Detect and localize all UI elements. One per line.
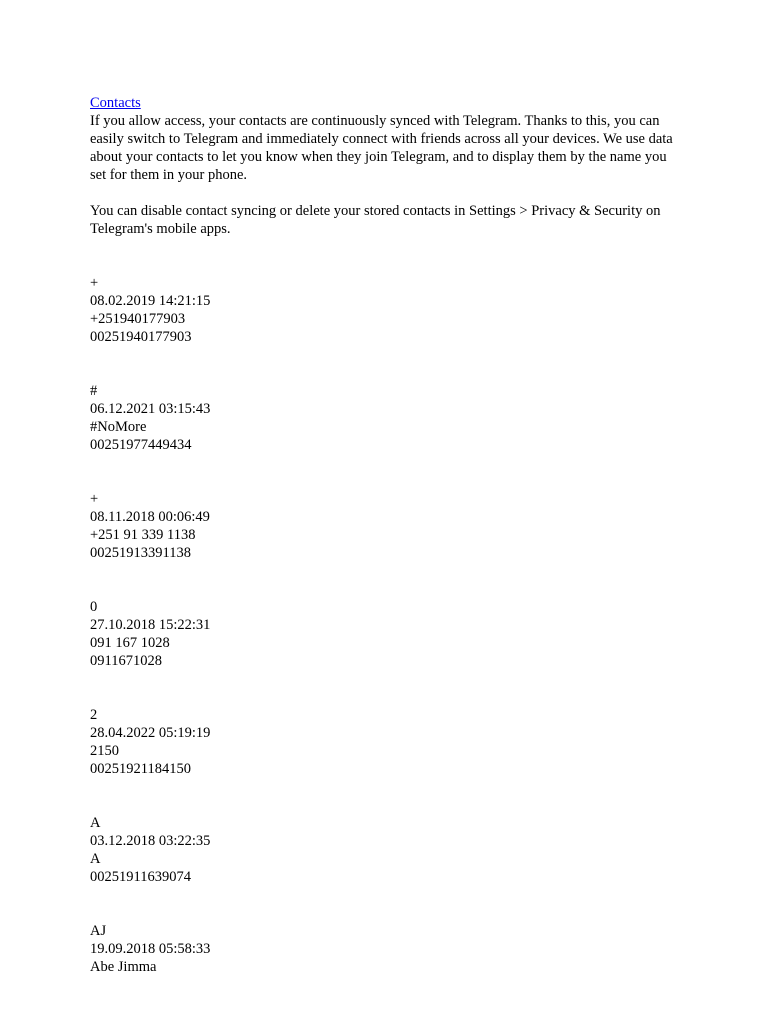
contact-date: 19.09.2018 05:58:33	[90, 941, 211, 957]
contacts-page	[90, 94, 680, 1012]
contact-phone: 00251977449434	[90, 437, 192, 453]
contact-name: A	[90, 851, 101, 867]
contact-initial: A	[90, 815, 101, 831]
intro-paragraph-disable: You can disable contact syncing or delete your stored contacts in Settings > Privacy & Security on Telegram's mobile apps.	[90, 203, 661, 237]
contact-date: 08.02.2019 14:21:15	[90, 293, 211, 309]
contact-entry	[90, 706, 680, 778]
contact-initial: AJ	[90, 923, 107, 939]
contacts-list	[90, 274, 680, 976]
contact-date: 03.12.2018 03:22:35	[90, 833, 211, 849]
contact-initial: #	[90, 383, 98, 399]
contact-phone: 0911671028	[90, 653, 162, 669]
contact-phone: 00251921184150	[90, 761, 191, 777]
contact-entry	[90, 598, 680, 670]
contact-name: 091 167 1028	[90, 635, 170, 651]
contact-entry	[90, 382, 680, 454]
contacts-link[interactable]: Contacts	[90, 95, 141, 111]
contact-phone: 00251940177903	[90, 329, 192, 345]
contact-initial: +	[90, 275, 99, 291]
contact-date: 06.12.2021 03:15:43	[90, 401, 211, 417]
contact-initial: 2	[90, 707, 98, 723]
intro-section	[90, 112, 680, 238]
contact-entry	[90, 922, 680, 976]
contact-entry	[90, 814, 680, 886]
contact-date: 08.11.2018 00:06:49	[90, 509, 210, 525]
contact-name: #NoMore	[90, 419, 147, 435]
contact-date: 27.10.2018 15:22:31	[90, 617, 211, 633]
contact-name: Abe Jimma	[90, 959, 157, 975]
contact-phone: 00251913391138	[90, 545, 191, 561]
contact-initial: +	[90, 491, 99, 507]
contact-name: 2150	[90, 743, 119, 759]
contact-phone: 00251911639074	[90, 869, 191, 885]
contact-name: +251940177903	[90, 311, 186, 327]
intro-paragraph-sync: If you allow access, your contacts are continuously synced with Telegram. Thanks to this, you can easily switch to Telegram and immediately connect with friends across all your devices. We use data about your contacts to let you know when they join Telegram, and to display them by the name you set for them in your phone.	[90, 113, 673, 183]
contact-initial: 0	[90, 599, 98, 615]
contact-date: 28.04.2022 05:19:19	[90, 725, 211, 741]
contact-name: +251 91 339 1138	[90, 527, 196, 543]
contact-entry	[90, 490, 680, 562]
contact-entry	[90, 274, 680, 346]
